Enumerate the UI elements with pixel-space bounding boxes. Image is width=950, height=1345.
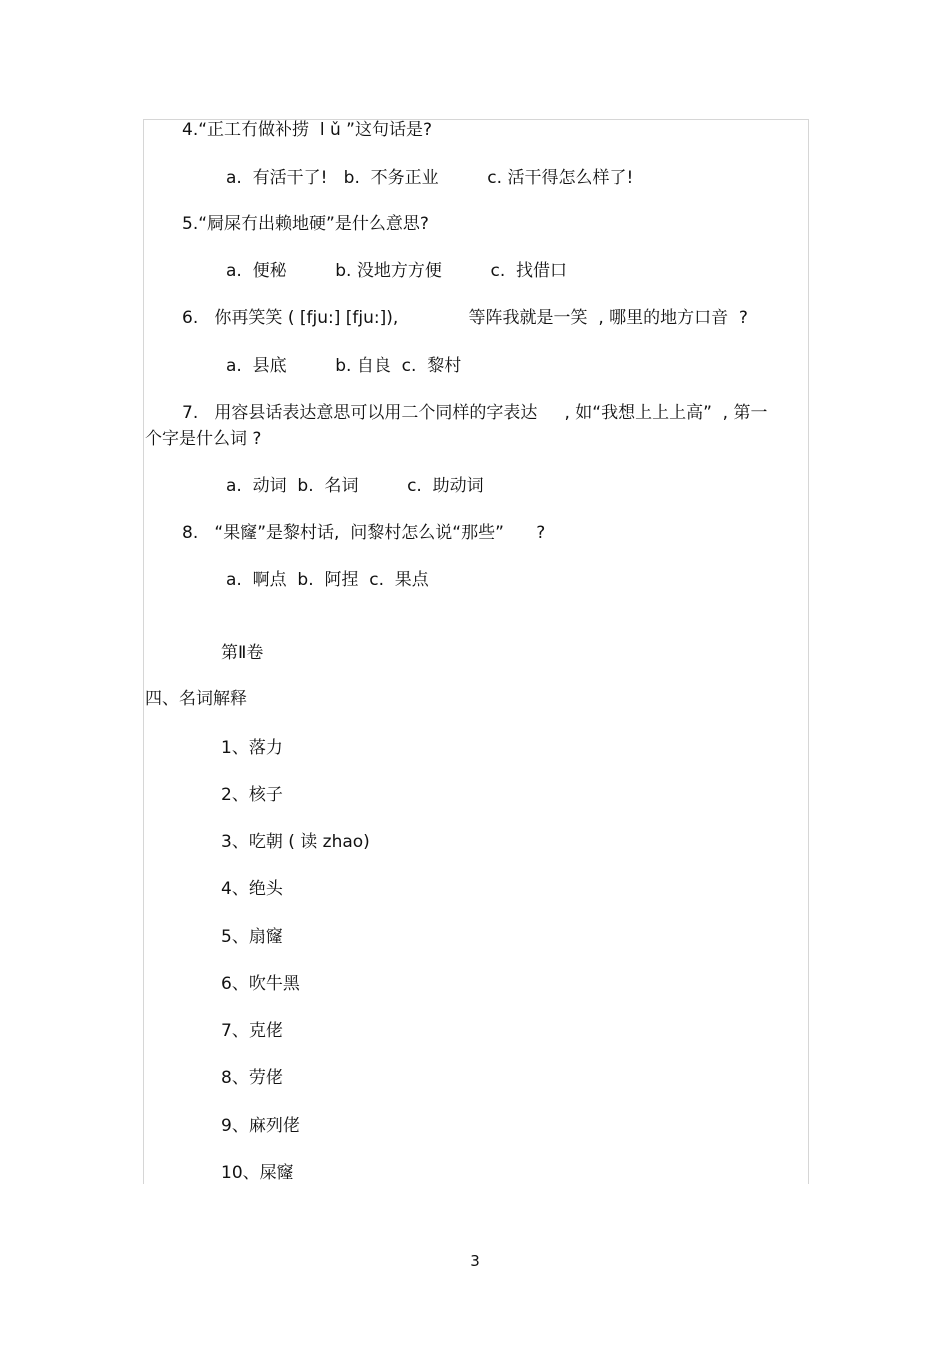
page-number: 3: [470, 1252, 480, 1270]
question-6: 6. 你再笑笑 ( [fju:] [fju:]), 等阵我就是一笑 , 哪里的地方口音 ?: [182, 308, 748, 328]
term-item: 3、吃朝 ( 读 zhao): [221, 832, 370, 852]
term-item: 8、劳佬: [221, 1068, 283, 1088]
term-item: 6、吹牛黑: [221, 974, 300, 994]
term-item: 9、麻列佬: [221, 1116, 300, 1136]
term-item: 5、扇窿: [221, 927, 283, 947]
question-8: 8. “果窿”是黎村话, 问黎村怎么说“那些” ?: [182, 523, 546, 543]
term-item: 4、绝头: [221, 879, 283, 899]
term-item: 2、核子: [221, 785, 283, 805]
question-5-options: a. 便秘 b. 没地方方便 c. 找借口: [226, 261, 568, 281]
question-6-options: a. 县底 b. 自良 c. 黎村: [226, 356, 462, 376]
question-7-options: a. 动词 b. 名词 c. 助动词: [226, 476, 484, 496]
question-7-continued: 个字是什么词 ?: [145, 429, 262, 449]
term-item: 10、屎窿: [221, 1163, 294, 1183]
term-item: 7、克佬: [221, 1021, 283, 1041]
term-item: 1、落力: [221, 738, 283, 758]
question-4: 4.“正工冇做补捞 l ǔ ”这句话是?: [182, 120, 432, 140]
question-8-options: a. 啊点 b. 阿捏 c. 果点: [226, 570, 429, 590]
question-4-options: a. 有活干了! b. 不务正业 c. 活干得怎么样了!: [226, 168, 634, 188]
part-heading: 四、名词解释: [145, 689, 247, 709]
question-5: 5.“屙屎冇出赖地硬”是什么意思?: [182, 214, 429, 234]
section-title: 第Ⅱ卷: [221, 643, 264, 663]
question-7: 7. 用容县话表达意思可以用二个同样的字表达 , 如“我想上上上高” , 第一: [182, 403, 768, 423]
